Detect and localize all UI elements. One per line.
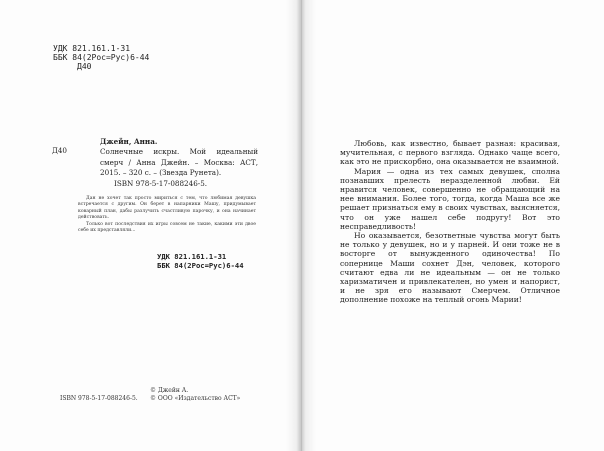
bibliographic-record: [52, 137, 258, 189]
bbk-code: ББК 84(2Рос=Рус)6-44: [53, 53, 150, 62]
udk-code: УДК 821.161.1-31: [53, 44, 131, 53]
blurb-paragraph: Но оказывается, безответные чувства могут быть не только у девушек, но и у парней. И они тоже не в восторге от вынужденного одиночества! По сопернице Маши сохнет Дэн, человек, которого считают едва ли не идеальным — он не только харизматичен и привлекателен, но умен и напорист, и не зря его называют Смерчем. Отличное дополнение похоже на теплый огонь Марии!: [340, 231, 560, 305]
annotation-paragraph: Дан не хочет так просто мириться с тем, что любимая девушка встречается с другим. Он берет в напарники Машу, придумывает коварный план, дабы разлучить счастливую парочку, и она начинает действовать.: [78, 196, 256, 221]
author-mark: Д40: [77, 62, 92, 71]
annotation-paragraph: Только вот последствия их игры совсем не такие, какими эти двое себе их представляли...: [78, 221, 256, 234]
bbk-code-bottom: ББК 84(2Рос=Рус)6-44: [157, 261, 244, 270]
blurb-text: [340, 139, 560, 305]
bib-isbn: ISBN 978-5-17-088246-5.: [114, 178, 208, 188]
bib-author: Джейн, Анна.: [100, 137, 158, 146]
blurb-paragraph: Мария — одна из тех самых девушек, сполна познавших прелесть неразделенной любви. Ей нравится человек, совершенно не обращающий на нее внимания. Более того, тогда, когда Маша все же решает признаться ему в своих чувствах, выясняется, что он уже нашел себе подругу! Вот это несправедливость!: [340, 166, 560, 231]
copyright-publisher: © ООО «Издательство АСТ»: [150, 395, 241, 402]
gutter-line: [301, 0, 302, 451]
copyright-author: © Джейн А.: [150, 387, 189, 394]
bib-entry: Солнечные искры. Мой идеальный смерч / Анна Джейн. – Москва: АСТ, 2015. – 320 с. – (Звезда Рунета).: [100, 147, 258, 178]
classification-codes: [53, 44, 149, 71]
copyright-block: [150, 387, 240, 403]
isbn-bottom: ISBN 978-5-17-088246-5.: [60, 395, 138, 402]
classification-codes-bottom: [157, 252, 244, 270]
annotation: [78, 196, 256, 234]
blurb-paragraph: Любовь, как известно, бывает разная: красивая, мучительная, с первого взгляда. Однако чаще всего, как это не прискорбно, она оказывается не взаимной.: [340, 139, 560, 167]
bib-author-mark: Д40: [52, 146, 67, 155]
udk-code-bottom: УДК 821.161.1-31: [157, 252, 227, 261]
